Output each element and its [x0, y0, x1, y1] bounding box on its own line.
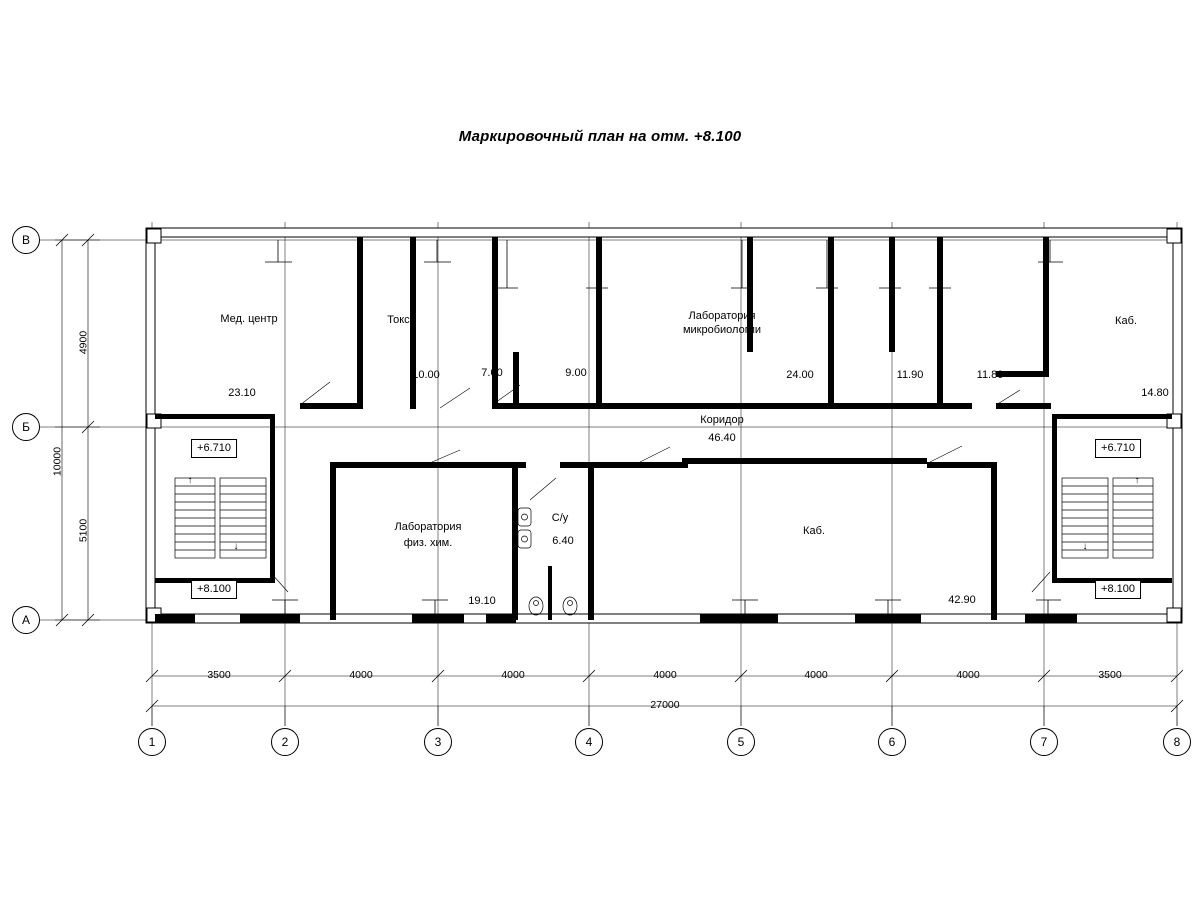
grid-lines [38, 222, 1177, 726]
grid-axis-8[interactable]: 8 [1163, 728, 1191, 756]
grid-axis-6[interactable]: 6 [878, 728, 906, 756]
room-area-kab-main: 42.90 [948, 594, 976, 606]
dimension-bay-2: 4000 [349, 669, 373, 681]
stair-arrow-up-right: ↑ [1134, 475, 1140, 486]
dimension-total-length: 27000 [650, 699, 680, 711]
grid-axis-5[interactable]: 5 [727, 728, 755, 756]
stair-right [1062, 478, 1153, 558]
room-area-corridor: 46.40 [708, 432, 736, 444]
room-area-7: 7.00 [481, 367, 503, 379]
elevation-mark-left-upper: +6.710 [191, 439, 237, 458]
room-area-microbiology: 24.00 [786, 369, 814, 381]
room-area-11-80: 11.80 [976, 369, 1004, 381]
dimension-total-depth: 10000 [51, 446, 64, 477]
grid-axis-B[interactable]: В [12, 226, 40, 254]
stair-arrow-down-left: ↓ [233, 541, 239, 552]
room-area-lab-fizhim: 19.10 [468, 595, 496, 607]
room-label-microbiology-line1: Лаборатория [688, 310, 756, 322]
elevation-mark-right-lower: +8.100 [1095, 580, 1141, 599]
grid-axis-4[interactable]: 4 [575, 728, 603, 756]
dimension-bay-7: 3500 [1098, 669, 1122, 681]
room-label-toks: Токс. [387, 314, 413, 326]
room-label-lab-fizhim-line1: Лаборатория [394, 521, 462, 533]
room-area-med-center: 23.10 [228, 387, 256, 399]
room-label-kab-main: Каб. [803, 525, 825, 537]
interior-walls-lower [155, 414, 1172, 620]
dimension-bay-1: 3500 [207, 669, 231, 681]
room-area-9: 9.00 [565, 367, 587, 379]
stair-arrow-down-right: ↓ [1082, 541, 1088, 552]
dimension-depth-1: 4900 [77, 330, 90, 355]
room-label-lab-fizhim-line2: физ. хим. [403, 537, 453, 549]
dimension-bay-5: 4000 [804, 669, 828, 681]
dimension-bay-6: 4000 [956, 669, 980, 681]
room-area-11-90: 11.90 [896, 369, 924, 381]
leader-lines [270, 382, 1050, 592]
exterior-walls [146, 228, 1182, 623]
room-label-med-center: Мед. центр [220, 313, 278, 325]
dimension-depth-2: 5100 [77, 518, 90, 543]
grid-axis-1[interactable]: 1 [138, 728, 166, 756]
grid-axis-7[interactable]: 7 [1030, 728, 1058, 756]
grid-axis-Bb[interactable]: Б [12, 413, 40, 441]
room-area-kab-right: 14.80 [1141, 387, 1169, 399]
room-label-corridor: Коридор [700, 414, 744, 426]
elevation-mark-right-upper: +6.710 [1095, 439, 1141, 458]
dimension-bay-3: 4000 [501, 669, 525, 681]
room-area-toks: 10.00 [412, 369, 440, 381]
grid-axis-2[interactable]: 2 [271, 728, 299, 756]
room-area-wc: 6.40 [552, 535, 574, 547]
grid-axis-3[interactable]: 3 [424, 728, 452, 756]
room-label-microbiology-line2: микробиологии [682, 324, 762, 336]
room-label-wc: С/у [551, 512, 569, 524]
dimension-lines-left [55, 234, 100, 626]
elevation-mark-left-lower: +8.100 [191, 580, 237, 599]
drawing-title: Маркировочный план на отм. +8.100 [458, 128, 742, 145]
dimension-bay-4: 4000 [653, 669, 677, 681]
stair-arrow-up-left: ↑ [187, 475, 193, 486]
grid-axis-A[interactable]: А [12, 606, 40, 634]
stair-left [175, 478, 266, 558]
corner-columns [147, 229, 1181, 622]
room-label-kab-right: Каб. [1115, 315, 1137, 327]
